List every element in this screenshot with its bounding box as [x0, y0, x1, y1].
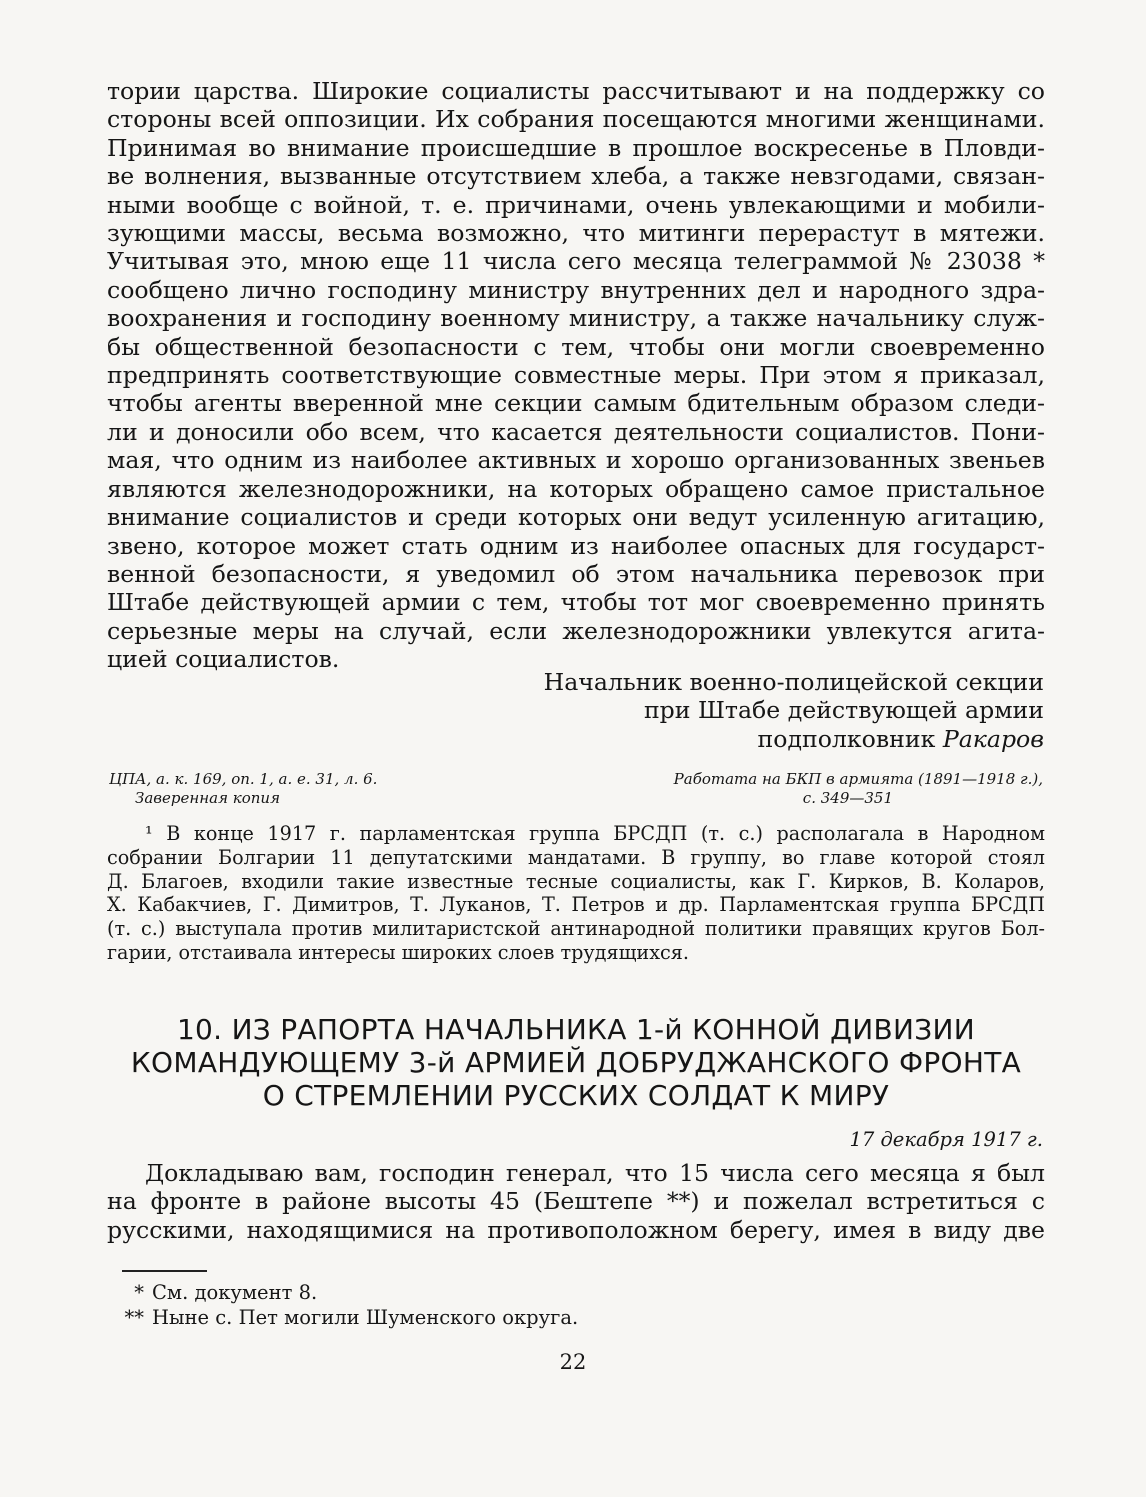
text-line: внимание социалистов и среди которых они ведут усиленную агитацию, — [107, 503, 1045, 532]
text-line: венной безопасности, я уведомил об этом начальника перевозок при — [107, 559, 1045, 588]
text-line: бы общественной безопасности с тем, чтобы они могли своевременно — [107, 332, 1045, 361]
report-paragraph — [107, 1159, 1045, 1244]
footnote-line: ¹ В конце 1917 г. парламентская группа БРСДП (т. с.) располагала в Народном — [145, 822, 1045, 845]
archive-copy-note: Заверенная копия — [135, 789, 281, 807]
text-line: на фронте в районе высоты 45 (Бештепе **) и пожелал встретиться с — [107, 1187, 1045, 1216]
document-heading — [107, 1013, 1045, 1112]
footnote-divider — [122, 1270, 207, 1272]
footnote-line: Д. Благоев, входили такие известные тесные социалисты, как Г. Кирков, В. Коларов, — [107, 869, 1045, 893]
text-line: чтобы агенты вверенной мне секции самым бдительным образом следи- — [107, 389, 1045, 418]
text-line: звено, которое может стать одним из наиболее опасных для государст- — [107, 531, 1045, 560]
page-notes — [124, 1281, 579, 1330]
footnote-line: собрании Болгарии 11 депутатскими мандатами. В группу, во главе которой стоял — [107, 845, 1045, 869]
note-mark: ** — [124, 1305, 144, 1329]
signature-name: Ракаров — [942, 724, 1044, 753]
signature-block — [544, 668, 1044, 753]
heading-line: 10. ИЗ РАПОРТА НАЧАЛЬНИКА 1-й КОННОЙ ДИВИЗИИ — [176, 1013, 976, 1046]
text-line: стороны всей оппозиции. Их собрания посещаются многими женщинами. — [107, 105, 1045, 134]
signature-rank: подполковник — [757, 724, 936, 753]
text-line: мая, что одним из наиболее активных и хорошо организованных звеньев — [107, 446, 1045, 475]
text-line: сообщено лично господину министру внутренних дел и народного здра- — [107, 275, 1045, 304]
text-line: Принимая во внимание происшедшие в прошлое воскресенье в Пловди- — [107, 133, 1045, 162]
footnote-line: гарии, отстаивала интересы широких слоев трудящихся. — [107, 940, 689, 964]
note-item — [134, 1281, 578, 1306]
page-number: 22 — [559, 1350, 587, 1374]
note-item — [124, 1305, 579, 1331]
document-date: 17 декабря 1917 г. — [849, 1128, 1043, 1151]
text-line: ными вообще с войной, т. е. причинами, очень увлекающими и мобили- — [107, 190, 1045, 219]
text-line: являются железнодорожники, на которых обращено самое пристальное — [107, 474, 1045, 503]
text-line: серьезные меры на случай, если железнодорожники увлекутся агита- — [107, 616, 1045, 645]
text-line: Учитывая это, мною еще 11 числа сего месяца телеграммой № 23038 * — [107, 247, 1045, 276]
note-mark: * — [134, 1281, 144, 1304]
text-line: Штабе действующей армии с тем, чтобы тот мог своевременно принять — [107, 588, 1045, 617]
heading-line: О СТРЕМЛЕНИИ РУССКИХ СОЛДАТ К МИРУ — [262, 1079, 890, 1112]
signature-unit: при Штабе действующей армии — [643, 696, 1044, 725]
note-text: Ныне с. Пет могили Шуменского округа. — [152, 1305, 579, 1329]
main-paragraph — [107, 77, 1045, 674]
footnote-line: Х. Кабакчиев, Г. Димитров, Т. Луканов, Т. Петров и др. Парламентская группа БРСДП — [107, 893, 1045, 917]
archive-reference: ЦПА, а. к. 169, оп. 1, а. е. 31, л. 6. — [109, 770, 378, 788]
footnote-line: (т. с.) выступала против милитаристской антинародной политики правящих кругов Бол- — [107, 917, 1045, 941]
archive-source — [109, 770, 377, 808]
text-line: русскими, находящимися на противоположном берегу, имея в виду две — [107, 1215, 1045, 1244]
text-line: воохранения и господину военному министру, а также начальнику служ- — [107, 304, 1045, 333]
footnote-1 — [107, 822, 1045, 965]
text-line: цией социалистов. — [107, 645, 340, 674]
signature-rank-line — [544, 725, 1044, 753]
publication-pages: с. 349—351 — [802, 789, 893, 807]
text-line: Докладываю вам, господин генерал, что 15 числа сего месяца я был — [145, 1159, 1045, 1187]
signature-title: Начальник военно-полицейской секции — [543, 668, 1044, 696]
text-line: ве волнения, вызванные отсутствием хлеба, а также невзгодами, связан- — [107, 162, 1045, 191]
heading-line: КОМАНДУЮЩЕМУ 3-й АРМИЕЙ ДОБРУДЖАНСКОГО ФРОНТА — [130, 1046, 1022, 1079]
text-line: зующими массы, весьма возможно, что митинги перерастут в мятежи. — [107, 219, 1045, 248]
publication-source — [674, 770, 1043, 808]
note-text: См. документ 8. — [152, 1281, 318, 1304]
text-line: ли и доносили обо всем, что касается деятельности социалистов. Пони- — [107, 417, 1045, 446]
text-line: тории царства. Широкие социалисты рассчитывают и на поддержку со — [107, 77, 1045, 105]
publication-reference: Работата на БКП в армията (1891—1918 г.), — [673, 770, 1043, 788]
text-line: предпринять соответствующие совместные меры. При этом я приказал, — [107, 361, 1045, 390]
